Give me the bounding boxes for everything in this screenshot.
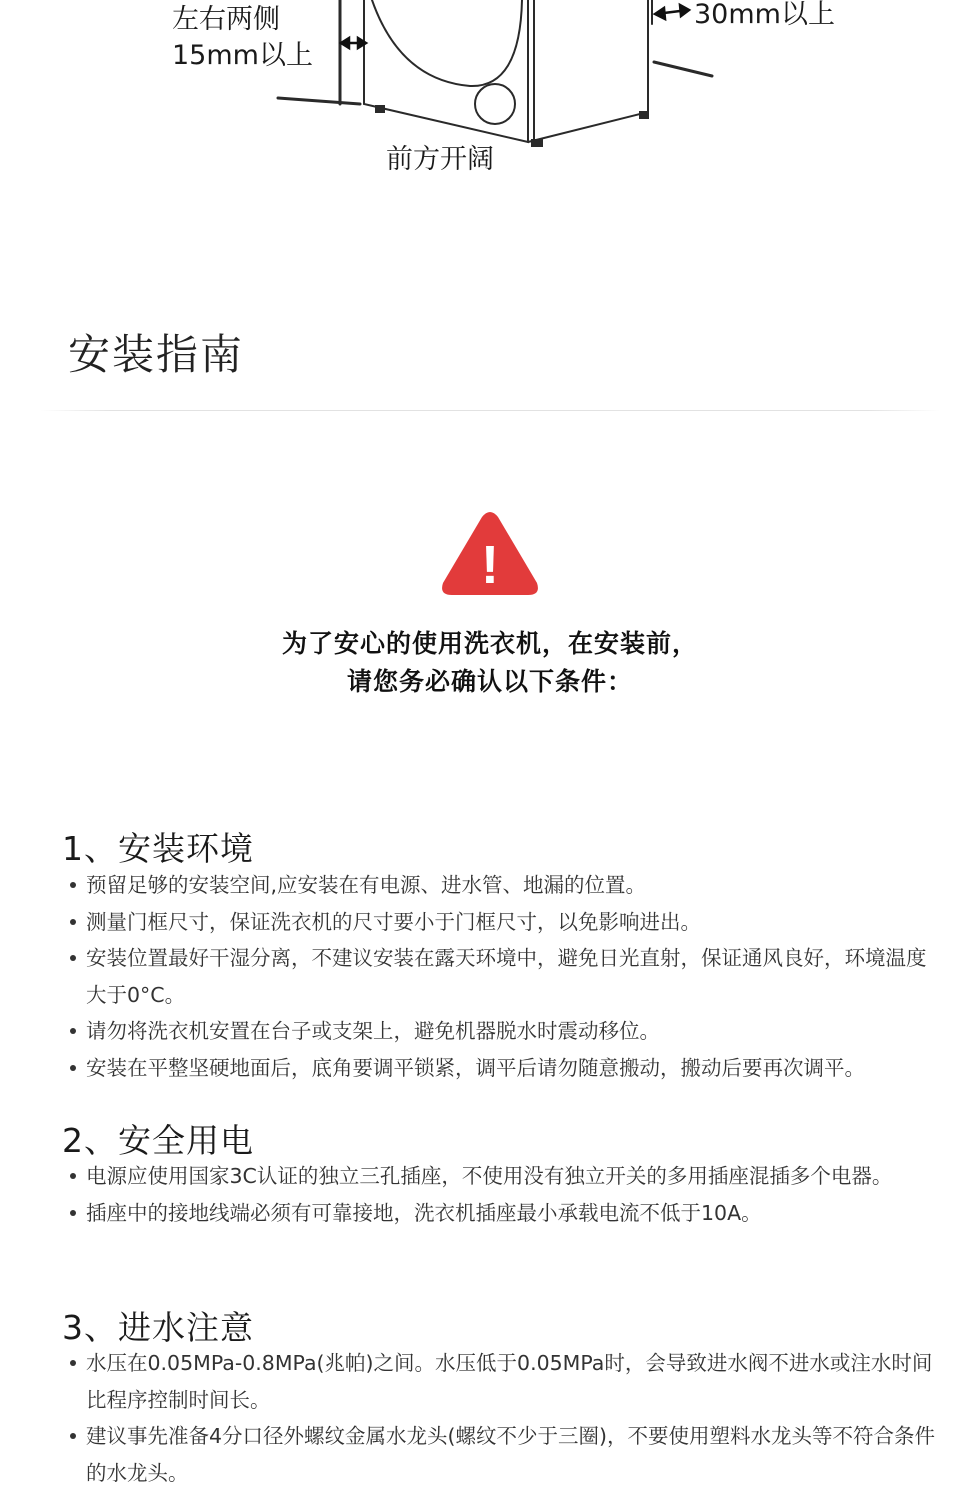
list-item: 建议事先准备4分口径外螺纹金属水龙头(螺纹不少于三圈)，不要使用塑料水龙头等不符合条件的水龙头。 [68,1418,940,1491]
back-clearance-label: 30mm以上 [694,0,835,30]
warning-exclamation: ! [481,535,499,595]
warning-icon [440,511,540,599]
list-item: 请勿将洗衣机安置在台子或支架上，避免机器脱水时震动移位。 [68,1013,940,1050]
list-item: 测量门框尺寸，保证洗衣机的尺寸要小于门框尺寸，以免影响进出。 [68,904,940,941]
left-floor-line [278,98,360,104]
environment-list [68,867,940,1086]
water-inlet-list [68,1345,940,1491]
list-item: 插座中的接地线端必须有可靠接地，洗衣机插座最小承载电流不低于10A。 [68,1195,940,1232]
electrical-list [68,1158,940,1231]
section-title-electrical: 2、安全用电 [62,1121,254,1160]
list-item: 安装位置最好干湿分离，不建议安装在露天环境中，避免日光直射，保证通风良好，环境温度大于0°C。 [68,940,940,1013]
list-item: 水压在0.05MPa-0.8MPa(兆帕)之间。水压低于0.05MPa时，会导致进水阀不进水或注水时间比程序控制时间长。 [68,1345,940,1418]
intro-line-1: 为了安心的使用洗衣机，在安装前， [281,629,698,658]
side-clearance-label [172,2,313,74]
side-clearance-arrow [341,38,366,48]
page-title: 安装指南 [68,330,245,379]
back-clearance-arrow [655,5,689,19]
side-clearance-label-line2: 15mm以上 [172,40,313,71]
section-title-water-inlet: 3、进水注意 [62,1308,254,1347]
intro-line-2: 请您务必确认以下条件： [346,667,633,696]
title-divider [40,410,940,411]
right-floor-line [654,62,712,76]
side-clearance-label-line1: 左右两侧 [172,4,280,35]
list-item: 电源应使用国家3C认证的独立三孔插座，不使用没有独立开关的多用插座混插多个电器。 [68,1158,940,1195]
list-item: 安装在平整坚硬地面后，底角要调平锁紧，调平后请勿随意搬动，搬动后要再次调平。 [68,1050,940,1087]
filter-cover-circle [475,84,515,124]
machine-side-outline [528,0,648,142]
machine-door-outline [372,0,522,86]
section-title-environment: 1、安装环境 [62,829,254,868]
list-item: 预留足够的安装空间,应安装在有电源、进水管、地漏的位置。 [68,867,940,904]
front-clearance-label: 前方开阔 [386,144,494,175]
